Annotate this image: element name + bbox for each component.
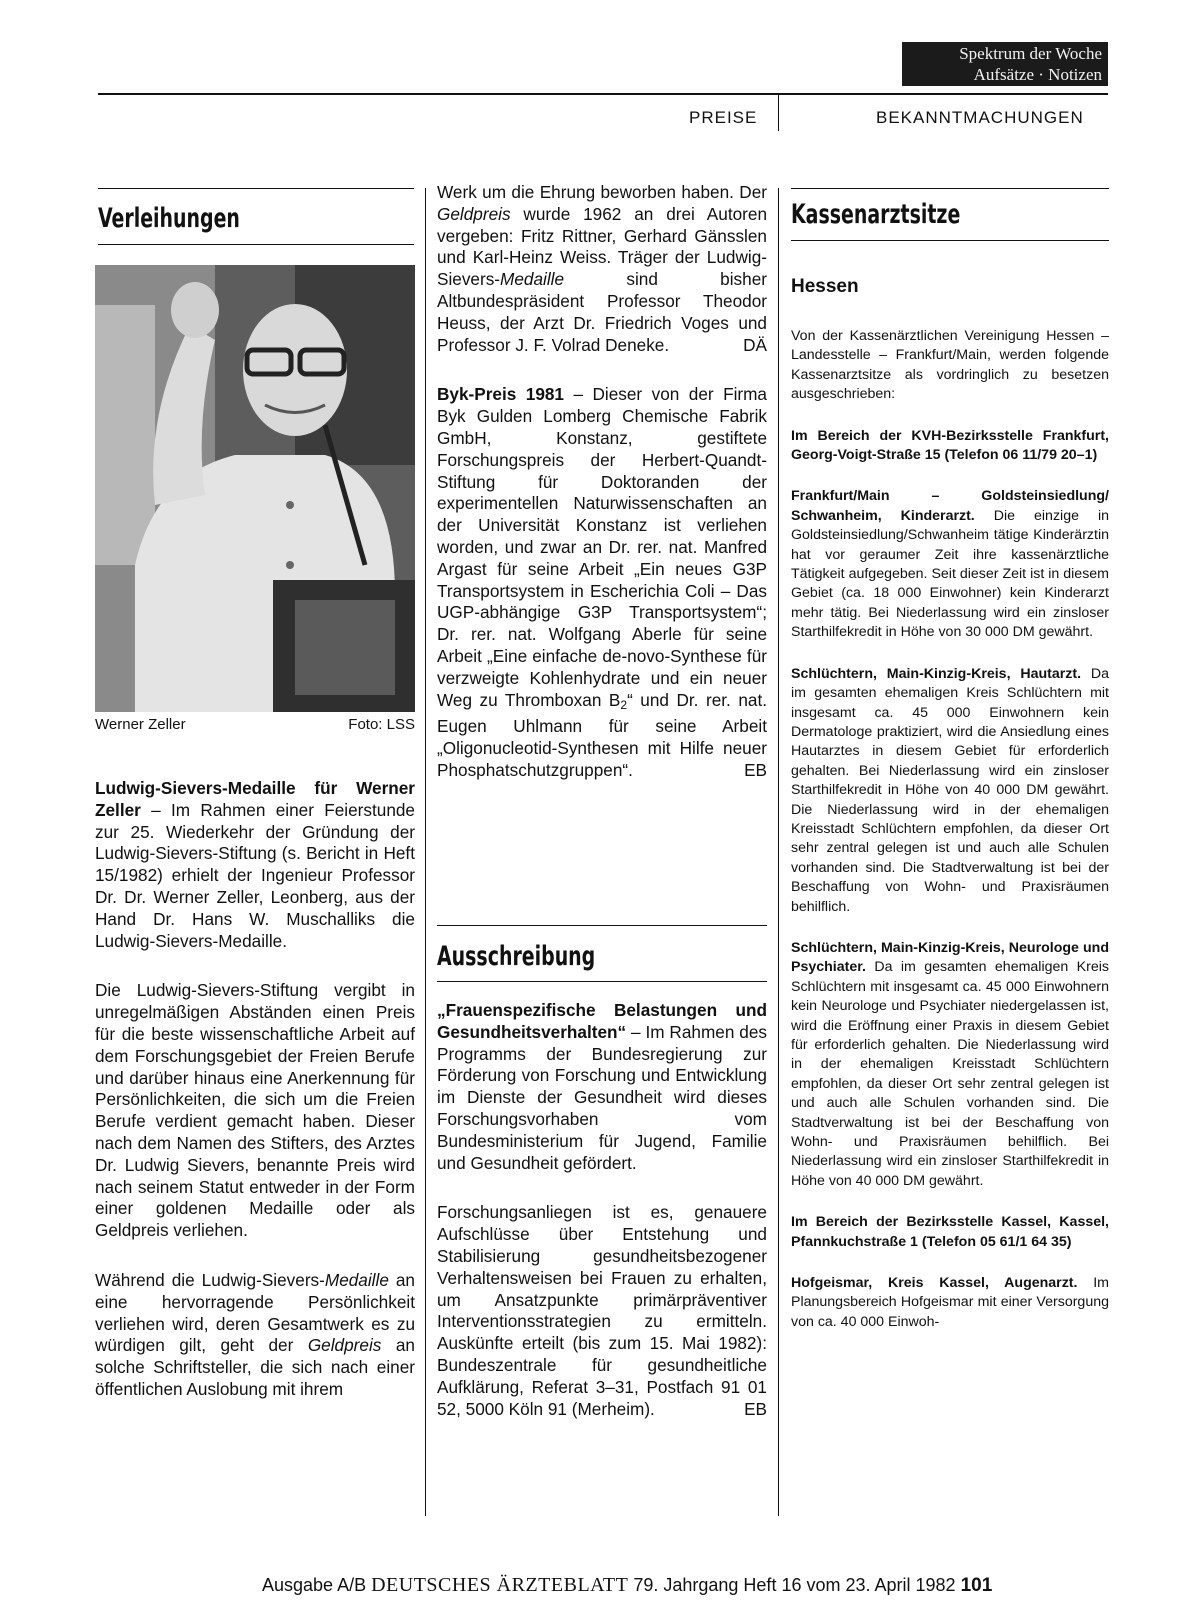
- paragraph-geldpreis: [437, 182, 767, 356]
- lead-schluechtern-hautarzt: Schlüchtern, Main-Kinzig-Kreis, Hautarzt.: [791, 665, 1082, 682]
- subheading-hessen: Hessen: [791, 276, 859, 297]
- subscript-2: 2: [620, 697, 628, 712]
- column-3-body: [791, 327, 1109, 1354]
- badge-line-2: Aufsätze · Notizen: [973, 65, 1102, 84]
- area-kassel: Im Bereich der Bezirksstelle Kassel, Kassel, Pfannkuchstraße 1 (Telefon 05 61/1 64 35): [791, 1214, 1109, 1250]
- col3-heading-rule-top: [791, 188, 1109, 189]
- entry-schluechtern-hautarzt: [791, 665, 1109, 917]
- signature-dae: DÄ: [743, 334, 767, 355]
- italic-geldpreis: Geldpreis: [307, 1335, 382, 1356]
- text-zeller: – Im Rahmen einer Feierstunde zur 25. Wiederkehr der Gründung der Ludwig-Sievers-Stiftung (s. Bericht in Heft 15/1982) erhielt der Ingenieur Professor Dr. Dr. Werner Zeller, Leonberg, aus der Hand Dr. Hans W. Muschalliks die Ludwig-Sievers-Medaille.: [95, 799, 415, 951]
- lead-schluechtern-neurologe: Schlüchtern, Main-Kinzig-Kreis, Neurologe und Psychiater.: [791, 939, 1109, 976]
- lead-zeller: Ludwig-Sievers-Medaille für Werner Zeller: [95, 778, 415, 820]
- column-divider-right: [778, 188, 779, 1516]
- badge-line-1: Spektrum der Woche: [959, 44, 1102, 63]
- heading-ausschreibung: Ausschreibung: [437, 941, 596, 972]
- text-forschungsanliegen: Forschungsanliegen ist es, genauere Aufschlüsse über Entstehung und Stabilisierung gesundheitsbezogener Verhaltensweisen bei Frauen zu erhalten, um Ansatzpunkte primärpräventiver Interventionsstrategien zu ermitteln. Auskünfte erteilt (bis zum 15. Mai 1982): Bundeszentrale für gesundheitliche Aufklärung, Referat 3–31, Postfach 91 01 52, 5000 Köln 91 (Merheim).: [437, 1202, 767, 1419]
- text-hofgeismar: Im Planungsbereich Hofgeismar mit einer Versorgung von ca. 40 000 Einwoh-: [791, 1275, 1109, 1330]
- column-2-body-bottom: [437, 1000, 767, 1448]
- photo-credit: Foto: LSS: [348, 716, 415, 733]
- paragraph-byk-preis: [437, 384, 767, 781]
- text-frankfurt: Die einzige in Goldsteinsiedlung/Schwanheim tätige Kinderärztin hat vor geraumer Zeit ihre kassenärztliche Tätigkeit aufgegeben. Seit dieser Zeit ist in diesem Gebiet (ca. 18 000 Einwohner) kein Kinderarzt mehr tätig. Bei Niederlassung wird ein zinsloser Starthilfekredit in Höhe von 30 000 DM gewährt.: [791, 507, 1109, 641]
- column-1-body: [95, 778, 415, 1429]
- signature-eb-2: EB: [744, 1398, 767, 1419]
- paragraph-medaille: [95, 1270, 415, 1401]
- paragraph-frauenspezifisch: [437, 1000, 767, 1174]
- section-label-bekanntmachungen: BEKANNTMACHUNGEN: [876, 108, 1084, 127]
- photo-caption: Werner Zeller: [95, 716, 186, 733]
- footer-masthead: DEUTSCHES ÄRZTEBLATT: [371, 1574, 629, 1596]
- paragraph-zeller: [95, 778, 415, 952]
- top-rule: [98, 93, 1108, 95]
- text-schluechtern-neurologe: Da im gesamten ehemaligen Kreis Schlüchtern mit insgesamt ca. 45 000 Einwohnern kein Neurologe und Psychiater niedergelassen ist, wird die Eröffnung einer Praxis in diesem Gebiet für erforderlich gehalten. Die Niederlassung wird in der ehemaligen Kreisstadt Schlüchtern empfohlen, da dieser Ort sehr zentral gelegen ist und auch alle Schulen vorhanden sind. Die Stadtverwaltung ist bei der Beschaffung von Wohn- und Praxisräumen behilflich. Bei Niederlassung wird ein zinsloser Starthilfekredit in Höhe von 40 000 DM gewährt.: [791, 959, 1109, 1189]
- footer-issue: 79. Jahrgang Heft 16 vom 23. April 1982: [633, 1575, 956, 1595]
- lead-byk-preis: Byk-Preis 1981: [437, 384, 564, 405]
- italic-medaille: Medaille: [324, 1269, 389, 1290]
- entry-frankfurt-kinderarzt: [791, 487, 1109, 642]
- text-werk-a: Werk um die Ehrung beworben haben. Der: [437, 182, 767, 202]
- footer-page-number: 101: [960, 1575, 993, 1596]
- col1-heading-rule-bottom: [98, 244, 414, 245]
- paragraph-stiftung: Die Ludwig-Sievers-Stiftung vergibt in unregelmäßigen Abständen einen Preis für die beste wissenschaftliche Arbeit auf dem Forschungsgebiet der Freien Berufe und darüber hinaus eine Anerkennung für Persönlichkeiten, die sich um die Freien Berufe verdient gemacht haben. Dieser nach dem Namen des Stifters, des Arztes Dr. Ludwig Sievers, benannte Preis wird nach seinem Statut entweder in der Form einer goldenen Medaille oder als Geldpreis verliehen.: [95, 980, 415, 1241]
- column-divider-left: [425, 188, 426, 1516]
- col2-heading-rule-bottom: [437, 981, 767, 982]
- heading-kassenarztsitze: Kassenarztsitze: [791, 199, 961, 230]
- paragraph-forschungsanliegen: [437, 1202, 767, 1420]
- column-divider-top: [778, 93, 779, 131]
- heading-verleihungen: Verleihungen: [98, 203, 240, 234]
- area-frankfurt: Im Bereich der KVH-Bezirksstelle Frankfurt, Georg-Voigt-Straße 15 (Telefon 06 11/79 20–1): [791, 427, 1109, 464]
- italic-medaille-2: Medaille: [500, 269, 565, 290]
- col1-heading-rule-top: [98, 188, 414, 189]
- page-footer: [262, 1574, 992, 1597]
- text-medaille-a: Während die Ludwig-Sievers-: [95, 1269, 325, 1290]
- text-byk-b: “ und Dr. rer. nat. Eugen Uhlmann für seine Arbeit „Oligonucleotid-Synthesen mit Hilfe neuer Phosphatschutzgruppen“.: [437, 689, 767, 780]
- text-schluechtern-hautarzt: Da im gesamten ehemaligen Kreis Schlüchtern mit insgesamt ca. 45 000 Einwohnern kein Dermatologe praktiziert, wird die Ansiedlung eines Hautarztes in diesem Gebiet für erforderlich gehalten. Bei Niederlassung wird ein zinsloser Starthilfekredit in Höhe von 40 000 DM gewährt. Die Niederlassung wird in der ehemaligen Kreisstadt Schlüchtern empfohlen, da dieser Ort sehr zentral gelegen ist und auch alle Schulen vorhanden sind. Die Stadtverwaltung ist bei der Beschaffung von Wohn- und Praxisräumen behilflich.: [791, 665, 1110, 915]
- footer-edition: Ausgabe A/B: [262, 1575, 367, 1595]
- text-byk-a: – Dieser von der Firma Byk Gulden Lomberg Chemische Fabrik GmbH, Konstanz, gestiftete Forschungspreis der Herbert-Quandt-Stiftung für Doktoranden der experimentellen Naturwissenschaften an der Universität Konstanz ist verliehen worden, und zwar an Dr. rer. nat. Manfred Argast für seine Arbeit „Ein neues G3P Transportsystem in Escherichia Coli – Das UGP-abhängige G3P Transportsystem“; Dr. rer. nat. Wolfgang Aberle für seine Arbeit „Eine einfache de-novo-Synthese für verzweigte Kohlenhydrate und ein neuer Weg zu Thromboxan B: [437, 384, 767, 710]
- text-werk-c: sind bisher Altbundespräsident Professor Theodor Heuss, der Arzt Dr. Friedrich Voges und Professor J. F. Volrad Deneke.: [437, 269, 767, 355]
- italic-geldpreis-2: Geldpreis: [437, 203, 511, 224]
- lead-frankfurt: Frankfurt/Main – Goldsteinsiedlung/ Schwanheim, Kinderarzt.: [791, 488, 1109, 524]
- text-werk-b: wurde 1962 an drei Autoren vergeben: Fritz Rittner, Gerhard Gänsslen und Karl-Heinz Weiss. Träger der Ludwig-Sievers-: [437, 203, 767, 290]
- text-medaille-b: an eine hervorragende Persönlichkeit verliehen wird, deren Gesamtwerk es zu würdigen gilt, geht der: [95, 1269, 415, 1356]
- portrait-photo: [95, 265, 415, 712]
- column-2-body-top: [437, 182, 767, 810]
- signature-eb-1: EB: [744, 759, 767, 780]
- section-label-preise: PREISE: [689, 108, 758, 127]
- portrait-photo-drawing: [95, 265, 415, 712]
- col2-heading-rule-top: [437, 925, 767, 926]
- section-badge: [902, 42, 1108, 86]
- entry-schluechtern-neurologe: [791, 939, 1109, 1191]
- text-frauenspezifisch: – Im Rahmen des Programms der Bundesregierung zur Förderung von Forschung und Entwicklung im Dienste der Gesundheit wird dieses Forschungsvorhaben vom Bundesministerium für Jugend, Familie und Gesundheit gefördert.: [437, 1021, 767, 1173]
- col3-heading-rule-bottom: [791, 240, 1109, 241]
- lead-hofgeismar: Hofgeismar, Kreis Kassel, Augenarzt.: [791, 1275, 1078, 1292]
- paragraph-intro: Von der Kassenärztlichen Vereinigung Hessen – Landesstelle – Frankfurt/Main, werden folgende Kassenarztsitze als vordringlich zu besetzen ausgeschrieben:: [791, 328, 1109, 403]
- lead-frauenspezifisch: „Frauenspezifische Belastungen und Gesundheitsverhalten“: [437, 1000, 767, 1042]
- entry-hofgeismar-augenarzt: [791, 1274, 1109, 1332]
- text-medaille-c: an solche Schriftsteller, die sich nach einer öffentlichen Auslobung mit ihrem: [95, 1335, 415, 1399]
